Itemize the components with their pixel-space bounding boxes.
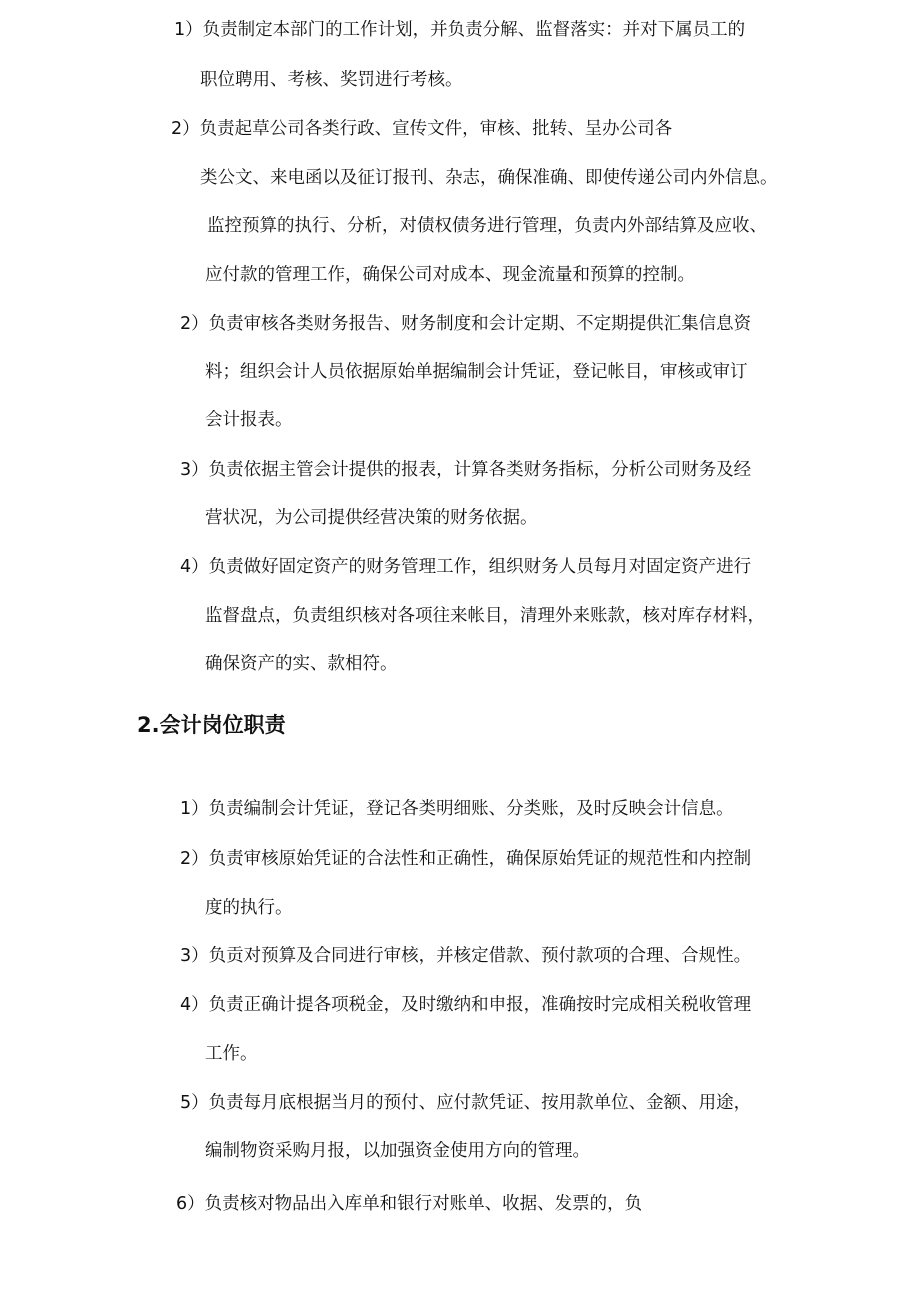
list-item-1-3-line-1 xyxy=(180,312,751,336)
item-number: 6） xyxy=(176,1194,205,1214)
item-text: 负责编制会计凭证，登记各类明细账、分类账，及时反映会计信息。 xyxy=(208,799,734,819)
item-text: 负责正确计提各项税金，及时缴纳和申报，准确按时完成相关税收管理 xyxy=(208,995,752,1015)
list-item-2-3-line-1 xyxy=(180,944,751,968)
list-item-2-6-line-1 xyxy=(176,1192,642,1216)
item-number: 1） xyxy=(180,799,209,819)
list-item-1-1-line-1 xyxy=(174,18,745,42)
list-item-2-5-line-2: 编制物资采购月报，以加强资金使用方向的管理。 xyxy=(205,1141,590,1161)
item-number: 4） xyxy=(180,557,209,577)
list-item-2-2-line-1 xyxy=(180,847,751,871)
item-number: 3） xyxy=(180,946,209,966)
list-item-1-2-line-1 xyxy=(171,117,672,141)
item-text: 负责依据主管会计提供的报表，计算各类财务指标，分析公司财务及经 xyxy=(208,460,752,480)
item-text: 负责起草公司各类行政、宣传文件，审核、批转、呈办公司各 xyxy=(199,119,673,139)
list-item-1-4-line-1 xyxy=(180,458,751,482)
item-number: 1） xyxy=(174,20,203,40)
list-item-2-5-line-1 xyxy=(180,1091,751,1115)
list-item-1-1-line-2: 职位聘用、考核、奖罚进行考核。 xyxy=(200,70,463,90)
item-number: 3） xyxy=(180,460,209,480)
list-item-1-5-line-2: 监督盘点，负责组织核对各项往来帐目，清理外来账款，核对库存材料， xyxy=(205,606,765,626)
item-number: 4） xyxy=(180,995,209,1015)
list-item-1-5-line-1 xyxy=(180,555,751,579)
item-text: 负责审核原始凭证的合法性和正确性，确保原始凭证的规范性和内控制 xyxy=(208,849,752,869)
list-item-1-2-line-3: 监控预算的执行、分析，对债权债务进行管理，负责内外部结算及应收、 xyxy=(207,216,767,236)
item-text: 负责核对物品出入库单和银行对账单、收据、发票的，负 xyxy=(204,1194,643,1214)
list-item-1-2-line-4: 应付款的管理工作，确保公司对成本、现金流量和预算的控制。 xyxy=(205,265,695,285)
item-number: 2） xyxy=(171,119,200,139)
item-text: 负责制定本部门的工作计划，并负责分解、监督落实：并对下属员工的 xyxy=(202,20,746,40)
list-item-1-2-line-2: 类公文、来电函以及征订报刊、杂志，确保准确、即使传递公司内外信息。 xyxy=(200,168,778,188)
section-2-heading: 2.会计岗位职责 xyxy=(137,713,286,737)
list-item-1-3-line-3: 会计报表。 xyxy=(205,410,293,430)
list-item-2-4-line-1 xyxy=(180,993,751,1017)
item-text: 负责审核各类财务报告、财务制度和会计定期、不定期提供汇集信息资 xyxy=(208,314,752,334)
list-item-1-3-line-2: 料；组织会计人员依据原始单据编制会计凭证，登记帐目，审核或审订 xyxy=(205,362,748,382)
item-text: 负责做好固定资产的财务管理工作，组织财务人员每月对固定资产进行 xyxy=(208,557,752,577)
item-text: 负贡对预算及合同进行审核，并核定借款、预付款项的合理、合规性。 xyxy=(208,946,752,966)
list-item-1-4-line-2: 营状况，为公司提供经营决策的财务依据。 xyxy=(205,508,538,528)
item-number: 5） xyxy=(180,1093,209,1113)
list-item-2-1-line-1 xyxy=(180,797,734,821)
item-number: 2） xyxy=(180,314,209,334)
list-item-2-4-line-2: 工作。 xyxy=(205,1044,258,1064)
item-number: 2） xyxy=(180,849,209,869)
item-text: 负责每月底根据当月的预付、应付款凭证、按用款单位、金额、用途， xyxy=(208,1093,752,1113)
list-item-2-2-line-2: 度的执行。 xyxy=(205,898,293,918)
list-item-1-5-line-3: 确保资产的实、款相符。 xyxy=(205,654,398,674)
